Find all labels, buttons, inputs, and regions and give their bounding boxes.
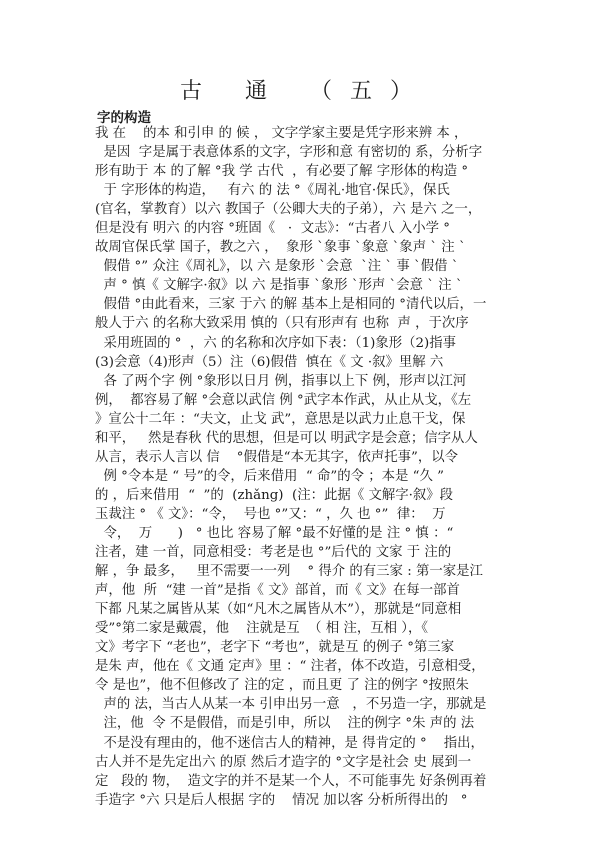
- text-line: 解 ，争 最多， 里不需要一一列 ° 得介 的有三家 : 第一家是江: [95, 564, 483, 580]
- body-text: [95, 124, 520, 810]
- text-line: 下都 凡某之属皆从某（如“凡木之属皆从木”），那就是“同意相: [95, 602, 462, 618]
- text-line: 受”°第二家是戴震，他 注就是互 （ 相 注，互相 ），《: [95, 621, 429, 637]
- text-line: (官名，掌教育）以六 教国子（公卿大夫的子弟），六 是六 之一，: [95, 202, 482, 218]
- text-line: 假借 °” 众注《周礼》，以 六 是象形 `会意 `注 ` 事 `假借 `: [95, 259, 459, 275]
- text-line: 是因 字是属于表意体系的文字，字形和意 有密切的 系，分析字: [95, 145, 483, 161]
- text-line: 故周官保氏掌 国子，教之六 ， 象形 `象事 `象意 `象声 ` 注 `: [95, 240, 466, 256]
- text-line: 注者，建 一首，同意相受：考老是也 °”后代的 文家 于 注的: [95, 545, 452, 561]
- text-line: (3)会意（4)形声（5）注（6)假借 慎在《 文 ·叙》里解 六: [95, 354, 444, 370]
- text-line: 例 °令本是 “ 号”的令，后来借用 “ 命”的令 ；本是 “久 ”: [95, 468, 445, 484]
- text-line: 声的 法，当古人从某一本 引申出另一意 ，不另造一字，那就是: [95, 697, 487, 713]
- text-line: 玉裁注 ° 《 文》：“令， 号也 °”又：“ ，久 也 °” 律： 万: [95, 506, 446, 522]
- text-line: 令 是也”，他不但修改了 注的定 ，而且更 了 注的例字 °按照朱: [95, 678, 469, 694]
- text-line: 是朱 声，他在《 文通 定声》里 ：“ 注者，体不改造，引意相受，: [95, 659, 485, 675]
- text-line: 般人于六 的名称大致采用 慎的（只有形声有 也称 声 ，于次序: [95, 316, 469, 332]
- text-line: 但是没有 明六 的内容 °班固《 · 文志》：“古者八 入小学 °: [95, 221, 450, 237]
- section-heading: 字的构造: [97, 110, 151, 126]
- text-line: 和平， 然是春秋 代的思想，但是可以 明武字是会意；信字从人: [95, 430, 478, 446]
- page-title: 古 通 （五）: [180, 79, 430, 104]
- text-line: 假借 °由此看来，三家 于六 的解 基本上是相同的 °清代以后，一: [95, 297, 487, 313]
- text-line: 声 ° 慎《 文解字·叙》以 六 是指事 `象形 `形声 `会意 ` 注 `: [95, 278, 463, 294]
- text-line: 我 在 的本 和引申 的 候 ， 文字学家主要是凭字形来辨 本 ，: [95, 126, 468, 141]
- text-line: 声，他 所 “建 一首”是指《 文》部首，而《 文》在每一部首: [95, 583, 460, 599]
- text-line: 的 ，后来借用 “ ”的 (zhǎng) (注：此据《 文解字·叙》段: [95, 487, 454, 503]
- text-line: 定 段的 物， 造文字的并不是某一个人，不可能事先 好条例再着: [95, 773, 487, 789]
- text-line: 例， 都容易了解 °会意以武信 例 °武字本作武，从止从戈，《左: [95, 392, 472, 408]
- text-line: 注，他 令 不是假借，而是引申，所以 注的例字 °朱 声的 法: [95, 716, 475, 732]
- text-line: 采用班固的 ° ，六 的名称和次序如下表：（1)象形（2)指事: [95, 335, 457, 351]
- text-line: 令， 万 ) ° 也比 容易了解 °最不好懂的是 注 ° 慎 ：“: [95, 525, 454, 541]
- text-line: 从言，表示人言以 信 °假借是“本无其字，依声托事”，以令: [95, 449, 459, 465]
- text-line: 于 字形体的构造， 有六 的 法 °《周礼·地官·保氏》，保氏: [95, 183, 450, 199]
- text-line: 不是没有理由的，他不迷信古人的精神，是 得肯定的 ° 指出，: [95, 735, 484, 751]
- text-line: 》宣公十二年 ：“夫文，止戈 武”，意思是以武力止息干戈，保: [95, 411, 466, 427]
- text-line: 文》考字下 “老也”，老字下 “考也”，就是互 的例子 °第三家: [95, 640, 455, 656]
- text-line: 手造字 °六 只是后人根据 字的 情况 加以客 分析所得出的 °: [95, 792, 468, 808]
- text-line: 各 了两个字 例 °象形以日月 例，指事以上下 例，形声以江河: [95, 373, 467, 389]
- text-line: 形有助于 本 的了解 °我 学 古代 ，有必要了解 字形体的构造 °: [95, 164, 469, 180]
- text-line: 古人并不是先定出六 的原 然后才造字的 °文字是社会 史 展到一: [95, 754, 472, 770]
